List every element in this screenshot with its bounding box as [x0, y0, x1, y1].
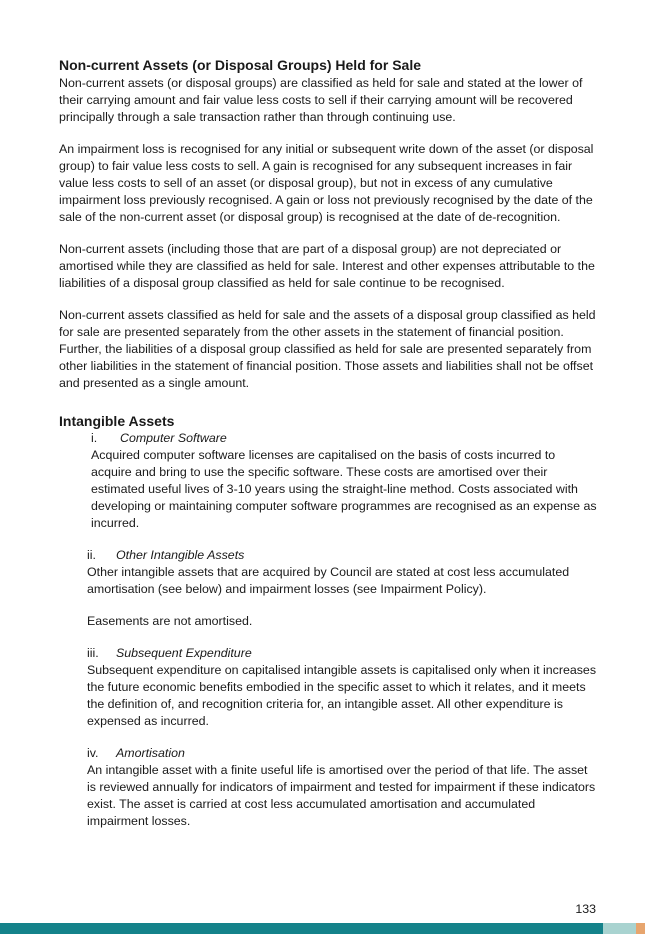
subsection-body: An intangible asset with a finite useful life is amortised over the period of that life. The asset is reviewed annually for indicators of impairment and tested for impairment if these indicators exist. The asset is carried at cost less accumulated amortisation and accumulated impairment losses. — [87, 763, 596, 828]
section-heading-intangible-assets: Intangible Assets — [59, 413, 175, 429]
subsection-number: iv. — [87, 746, 99, 760]
subsection-note: Easements are not amortised. — [87, 614, 253, 628]
subsection-number: i. — [91, 431, 98, 445]
subsection-body: Subsequent expenditure on capitalised intangible assets is capitalised only when it increases the future economic benefits embodied in the specific asset to which it relates, and it meets the definition of, and recognition criteria for, an intangible asset. All other expenditure is expensed as incurred. — [87, 663, 597, 728]
subsection-other-intangible-assets — [87, 547, 599, 630]
footer-bar-teal — [0, 923, 603, 934]
subsection-heading — [87, 645, 599, 662]
footer-color-bar — [0, 923, 645, 934]
subsection-heading — [87, 745, 599, 762]
subsection-title: Subsequent Expenditure — [116, 646, 252, 660]
subsection-title: Computer Software — [120, 431, 227, 445]
subsection-heading — [87, 547, 599, 564]
subsection-number: ii. — [87, 548, 96, 562]
paragraph: Non-current assets classified as held for sale and the assets of a disposal group classified as held for sale are presented separately from the other assets in the statement of financial position. Further, the liabilities of a disposal group classified as held for sale are presented separately from other liabilities in the statement of financial position. Those assets and liabilities shall not be offset and presented as a single amount. — [59, 308, 596, 390]
paragraph: An impairment loss is recognised for any initial or subsequent write down of the asset (or disposal group) to fair value less costs to sell. A gain is recognised for any subsequent increases in fair value less costs to sell of an asset (or disposal group), but not in excess of any cumulative impairment loss previously recognised. A gain or loss not previously recognised by the date of the sale of the non-current asset (or disposal group) is recognised at the date of de-recognition. — [59, 142, 594, 224]
subsection-computer-software — [91, 430, 599, 532]
subsection-body: Other intangible assets that are acquired by Council are stated at cost less accumulated amortisation (see below) and impairment losses (see Impairment Policy). — [87, 565, 570, 596]
subsection-title: Amortisation — [116, 746, 185, 760]
footer-bar-orange — [636, 923, 645, 934]
paragraph: Non-current assets (or disposal groups) are classified as held for sale and stated at the lower of their carrying amount and fair value less costs to sell if their carrying amount will be recovered principally through a sale transaction rather than through continuing use. — [59, 76, 583, 124]
paragraph: Non-current assets (including those that are part of a disposal group) are not depreciated or amortised while they are classified as held for sale. Interest and other expenses attributable to the liabilities of a disposal group classified as held for sale continue to be recognised. — [59, 242, 595, 290]
page-content — [59, 56, 599, 830]
subsection-body: Acquired computer software licenses are capitalised on the basis of costs incurred to acquire and bring to use the specific software. These costs are amortised over their estimated useful lives of 3-10 years using the straight-line method. Costs associated with developing or maintaining computer software programmes are recognised as an expense as incurred. — [91, 448, 597, 530]
subsection-number: iii. — [87, 646, 99, 660]
subsection-amortisation — [87, 745, 599, 830]
section-heading-held-for-sale: Non-current Assets (or Disposal Groups) Held for Sale — [59, 57, 421, 73]
page-number: 133 — [575, 902, 596, 916]
subsection-heading — [91, 430, 599, 447]
subsection-title: Other Intangible Assets — [116, 548, 245, 562]
footer-bar-light — [603, 923, 636, 934]
subsection-subsequent-expenditure — [87, 645, 599, 730]
